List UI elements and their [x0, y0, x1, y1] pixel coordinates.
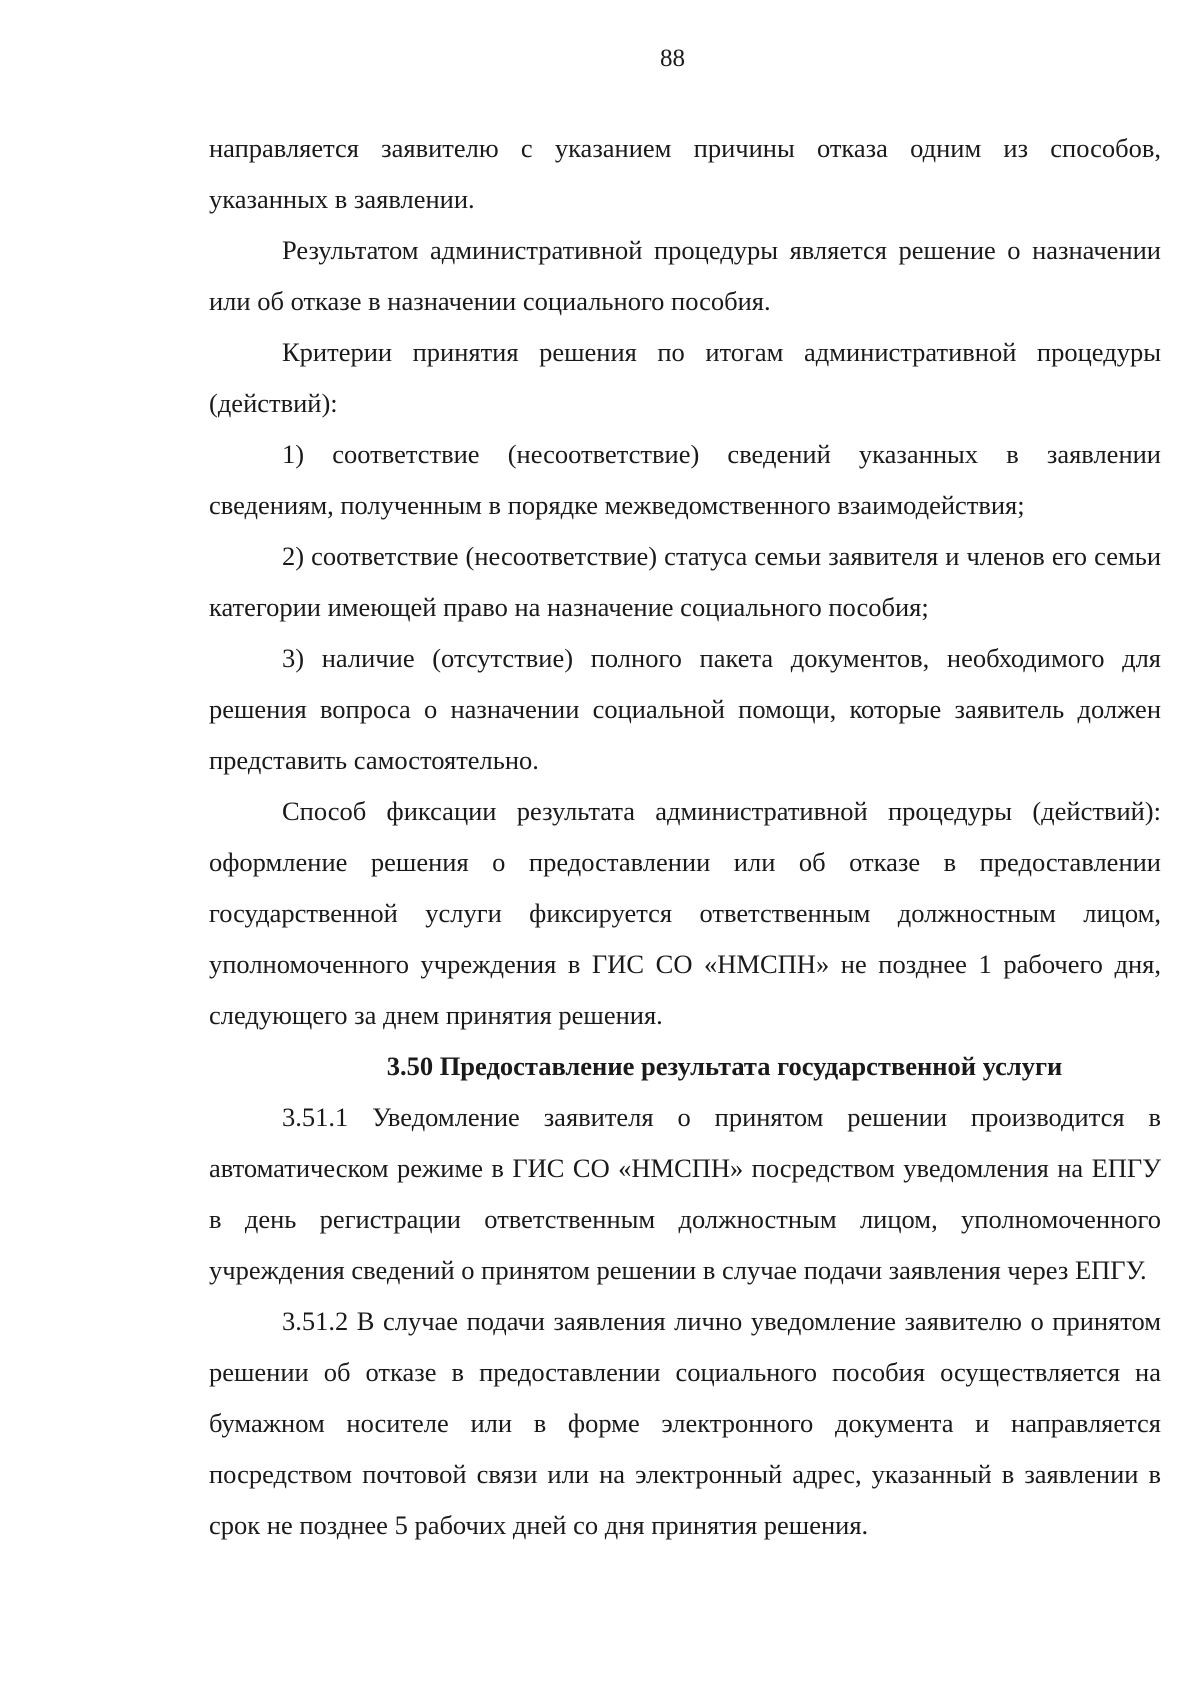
list-item-criterion-3: 3) наличие (отсутствие) полного пакета документов, необходимого для решения вопроса о назначении социальной помощи, которые заявитель должен представить самостоятельно. [209, 643, 1161, 775]
section-heading: 3.50 Предоставление результата государственной услуги [386, 1051, 1063, 1081]
paragraph-decision-criteria: Критерии принятия решения по итогам административной процедуры (действий): [209, 337, 1161, 418]
page-number: 88 [660, 45, 685, 72]
paragraph-3-51-2: 3.51.2 В случае подачи заявления лично уведомление заявителю о принятом решении об отказе в предоставлении социального пособия осуществляется на бумажном носителе или в форме электронного документа и направляется посредством почтовой связи или на электронный адрес, указанный в заявлении в срок не позднее 5 рабочих дней со дня принятия решения. [209, 1306, 1161, 1540]
list-item-criterion-1: 1) соответствие (несоответствие) сведений указанных в заявлении сведениям, полученным в порядке межведомственного взаимодействия; [209, 439, 1161, 520]
paragraph-result-recording: Способ фиксации результата административной процедуры (действий): оформление решения о предоставлении или об отказе в предоставлении государственной услуги фиксируется ответственным должностным лицом, уполномоченного учреждения в ГИС СО «НМСПН» не позднее 1 рабочего дня, следующего за днем принятия решения. [209, 796, 1161, 1030]
paragraph-procedure-result: Результатом административной процедуры является решение о назначении или об отказе в назначении социального пособия. [209, 235, 1161, 316]
list-item-criterion-2: 2) соответствие (несоответствие) статуса семьи заявителя и членов его семьи категории имеющей право на назначение социального пособия; [209, 541, 1161, 622]
paragraph-3-51-1: 3.51.1 Уведомление заявителя о принятом решении производится в автоматическом режиме в ГИС СО «НМСПН» посредством уведомления на ЕПГУ в день регистрации ответственным должностным лицом, уполномоченного учреждения сведений о принятом решении в случае подачи заявления через ЕПГУ. [209, 1102, 1161, 1285]
document-body [209, 123, 1161, 1551]
paragraph-rejection-notice: направляется заявителю с указанием причины отказа одним из способов, указанных в заявлении. [209, 133, 1161, 214]
